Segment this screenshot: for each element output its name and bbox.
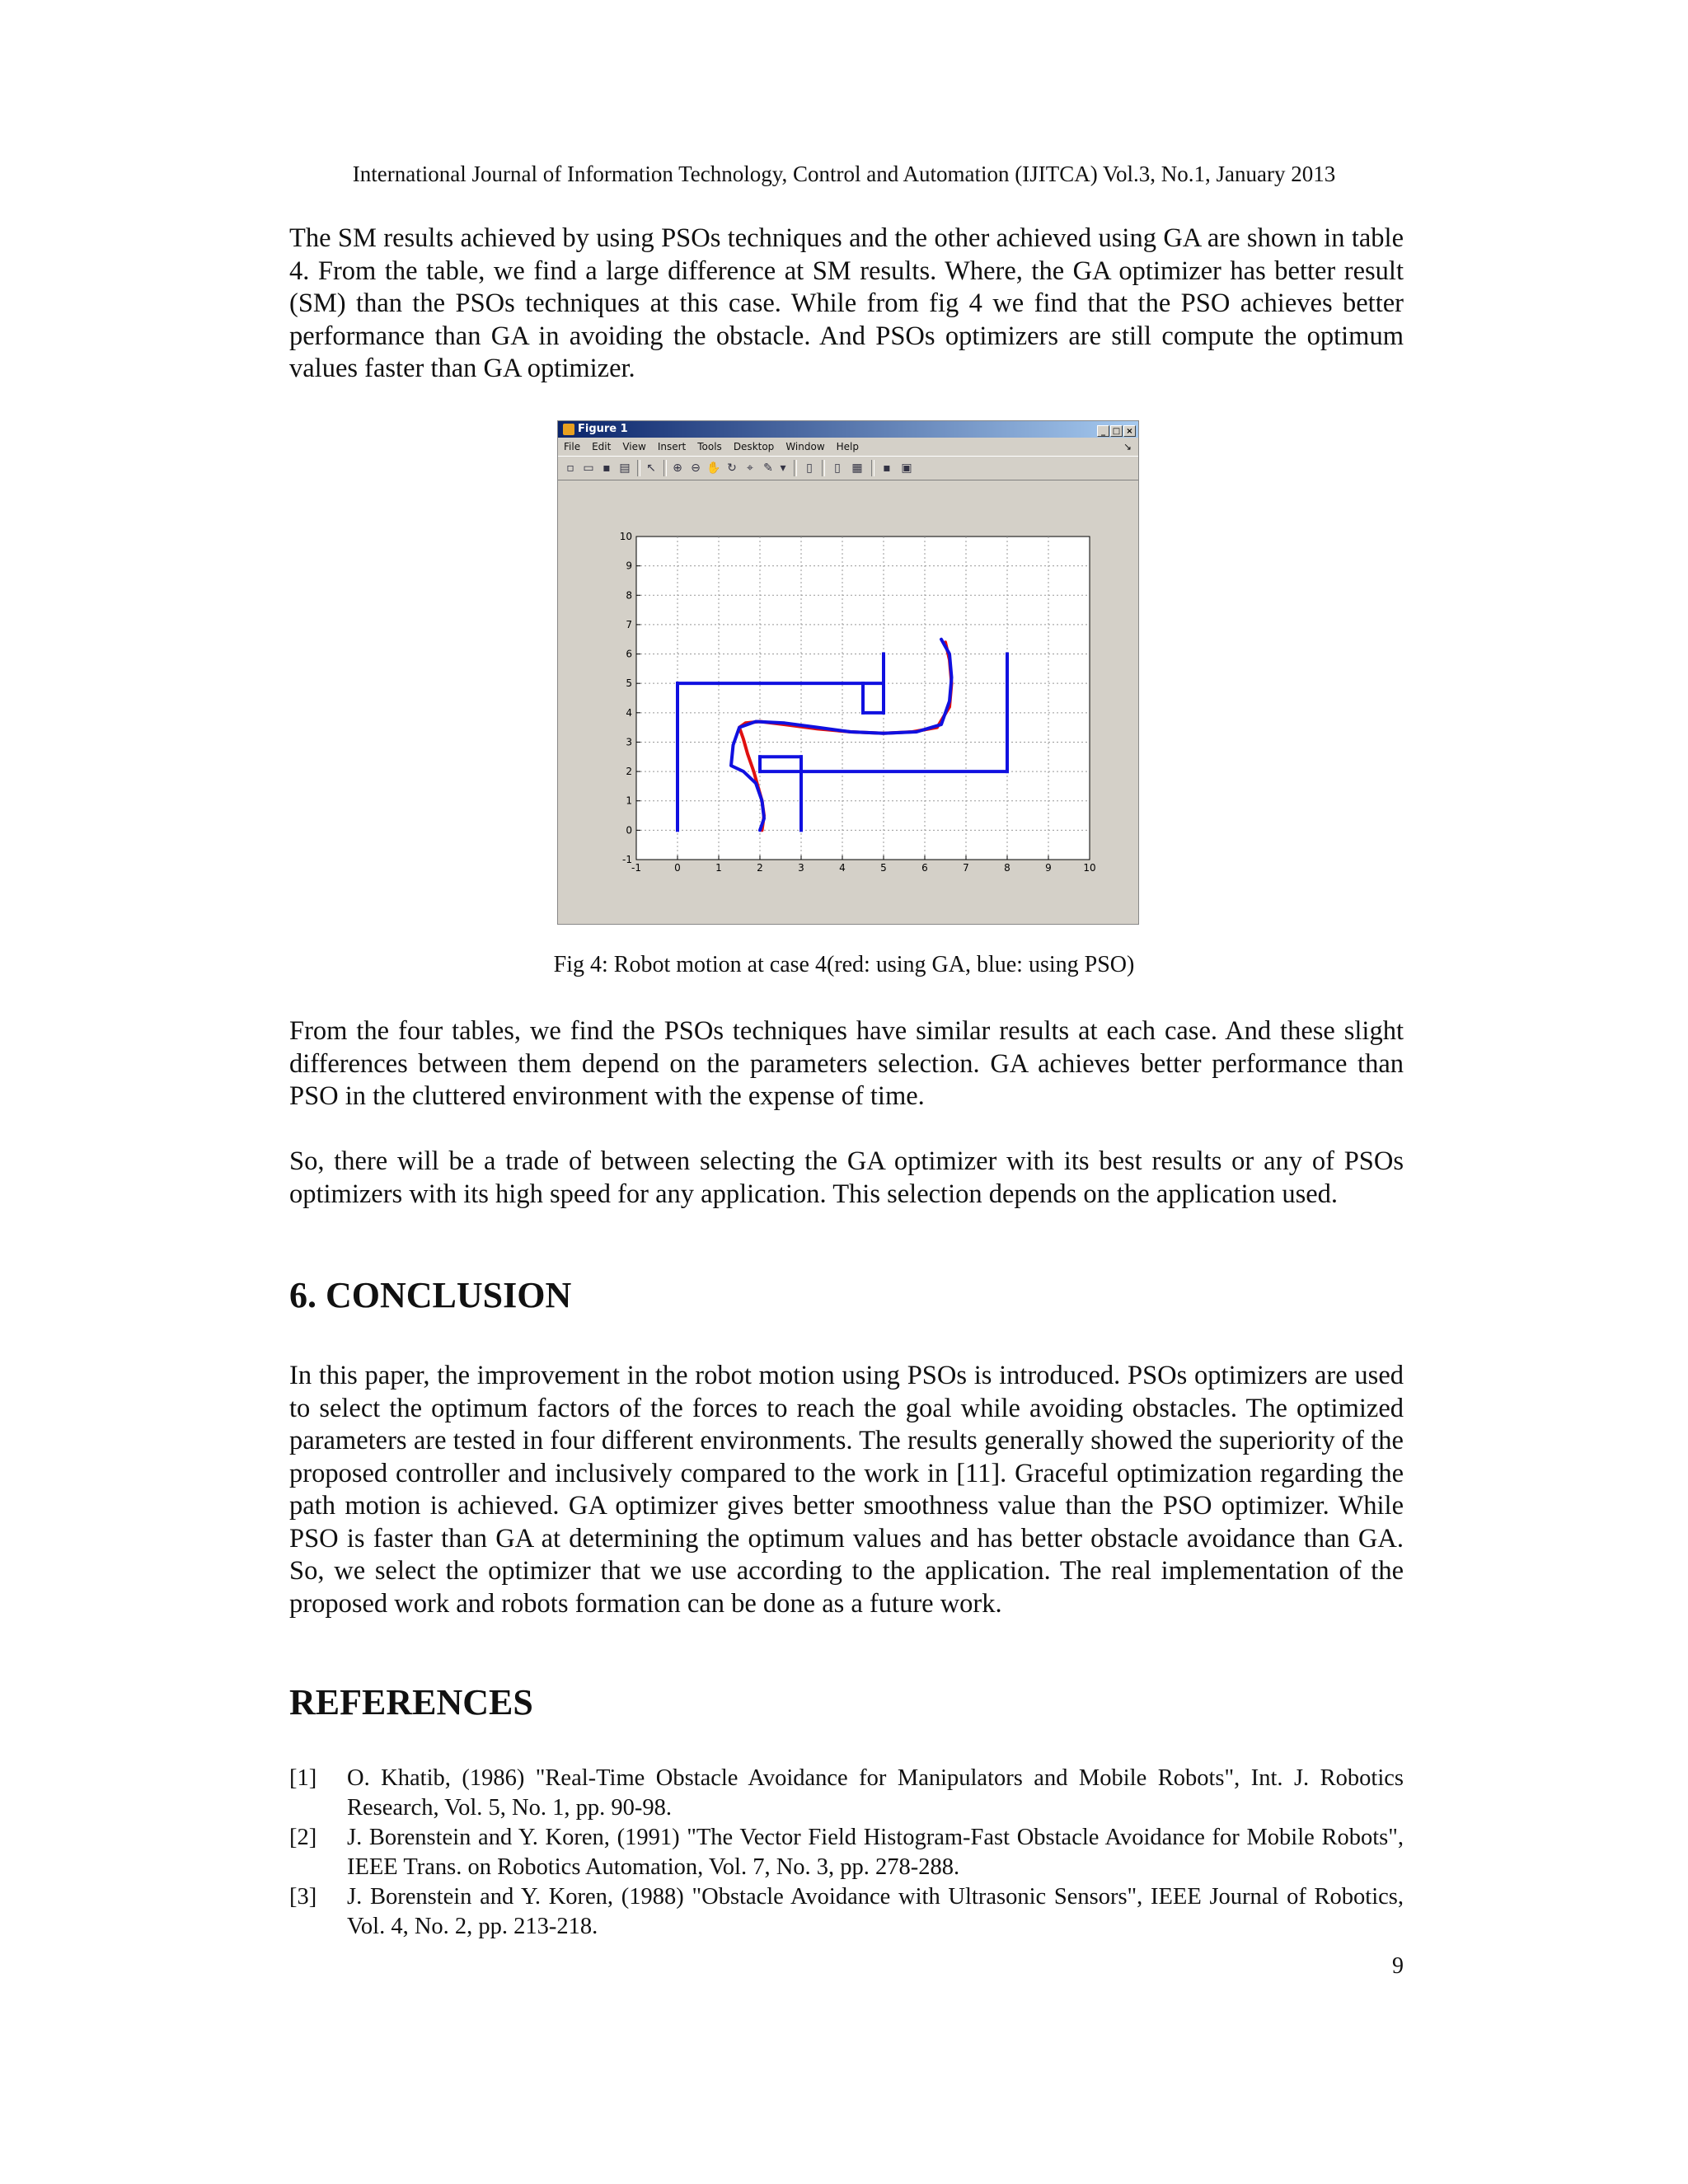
x-tick-label: 8 (1004, 862, 1010, 874)
reference-number: [2] (289, 1825, 317, 1850)
pan-icon[interactable]: ✋ (706, 462, 721, 475)
show-plot-tools-icon[interactable]: ▣ (901, 462, 912, 475)
dock-arrow-icon[interactable]: ↘ (1123, 441, 1132, 452)
minimize-button[interactable]: _ (1097, 425, 1109, 437)
toolbar-separator (637, 460, 640, 476)
menu-help[interactable]: Help (836, 441, 859, 452)
print-icon[interactable]: ▤ (619, 462, 631, 475)
y-tick-label: 9 (626, 560, 632, 572)
hide-plot-tools-icon[interactable]: ▪ (883, 462, 891, 475)
toolbar-separator (871, 460, 874, 476)
link-icon[interactable]: ▯ (806, 462, 813, 475)
new-file-icon[interactable]: ▫ (566, 462, 574, 475)
x-tick-label: 7 (963, 862, 969, 874)
figure-toolbar (558, 456, 1138, 480)
figure-caption: Fig 4: Robot motion at case 4(red: using GA, blue: using PSO) (553, 952, 1135, 977)
close-button[interactable]: × (1123, 425, 1136, 437)
maximize-button[interactable]: □ (1110, 425, 1123, 437)
x-tick-label: 9 (1045, 862, 1052, 874)
x-tick-label: 6 (921, 862, 928, 874)
figure-menu-bar (558, 438, 1138, 455)
colorbar-icon[interactable]: ▯ (834, 462, 841, 475)
menu-edit[interactable]: Edit (592, 441, 612, 452)
y-tick-label: 1 (626, 794, 632, 807)
y-tick-label: 8 (626, 589, 632, 602)
matlab-logo-icon (563, 424, 574, 435)
page-number: 9 (1392, 1953, 1404, 1979)
y-tick-label: 10 (619, 531, 632, 542)
x-tick-label: 5 (880, 862, 887, 874)
y-tick-label: 7 (626, 618, 632, 630)
y-tick-label: -1 (622, 854, 632, 865)
reference-item (289, 1823, 1404, 1882)
reference-item (289, 1882, 1404, 1942)
paragraph-conclusion: In this paper, the improvement in the robot motion using PSOs is introduced. PSOs optimizers are used to select the optimum factors of the forces to reach the goal while avoiding obstacles. The optimized parameters are tested in four different environments. The results generally showed the superiority of the proposed controller and inclusively compared to the work in [11]. Graceful optimization regarding the path motion is achieved. GA optimizer gives better smoothness value than the PSO optimizer. While PSO is faster than GA at determining the optimum values and has better obstacle avoidance than GA. So, we select the optimizer that we use according to the application. The real implementation of the proposed work and robots formation can be done as a future work. (289, 1361, 1404, 1619)
y-tick-label: 5 (626, 677, 632, 690)
figure-title: Figure 1 (578, 423, 628, 435)
menu-window[interactable]: Window (785, 441, 825, 452)
reference-text: O. Khatib, (1986) "Real-Time Obstacle Avoidance for Manipulators and Mobile Robots", Int. J. Robotics Research, Vol. 5, No. 1, pp. 90-98. (347, 1765, 1404, 1821)
robot-motion-plot (558, 480, 1138, 924)
paragraph-four-tables: From the four tables, we find the PSOs techniques have similar results at each case. And these slight differences between them depend on the parameters selection. GA achieves better performance than PSO in the cluttered environment with the expense of time. (289, 1016, 1404, 1111)
x-tick-label: 2 (757, 862, 763, 874)
toolbar-separator (794, 460, 797, 476)
x-tick-label: 1 (715, 862, 722, 874)
x-tick-label: -1 (631, 862, 641, 874)
x-tick-label: 0 (674, 862, 681, 874)
y-tick-label: 6 (626, 648, 632, 660)
data-cursor-icon[interactable]: ⌖ (747, 462, 753, 475)
reference-text: J. Borenstein and Y. Koren, (1991) "The Vector Field Histogram-Fast Obstacle Avoidance for Mobile Robots", IEEE Trans. on Robotics Automation, Vol. 7, No. 3, pp. 278-288. (347, 1825, 1404, 1880)
x-tick-label: 10 (1083, 862, 1096, 874)
window-controls (1096, 423, 1136, 439)
brush-dropdown-icon[interactable]: ▾ (780, 462, 786, 475)
section-heading-references: REFERENCES (289, 1682, 533, 1722)
menu-desktop[interactable]: Desktop (733, 441, 775, 452)
x-tick-label: 3 (798, 862, 804, 874)
reference-number: [3] (289, 1884, 317, 1910)
x-tick-label: 4 (839, 862, 846, 874)
menu-insert[interactable]: Insert (657, 441, 687, 452)
running-header: International Journal of Information Technology, Control and Automation (IJITCA) Vol.3, No.1, January 2013 (352, 162, 1336, 186)
pointer-icon[interactable]: ↖ (646, 462, 656, 475)
zoom-in-icon[interactable]: ⊕ (673, 462, 682, 475)
reference-list (289, 1764, 1404, 1942)
zoom-out-icon[interactable]: ⊖ (691, 462, 701, 475)
y-tick-label: 0 (626, 824, 632, 837)
toolbar-separator (822, 460, 825, 476)
reference-item (289, 1764, 1404, 1823)
menu-view[interactable]: View (622, 441, 646, 452)
legend-icon[interactable]: ▦ (851, 462, 863, 475)
reference-number: [1] (289, 1765, 317, 1791)
reference-text: J. Borenstein and Y. Koren, (1988) "Obstacle Avoidance with Ultrasonic Sensors", IEEE Journal of Robotics, Vol. 4, No. 2, pp. 213-218. (347, 1884, 1404, 1939)
brush-icon[interactable]: ✎ (763, 462, 773, 475)
paragraph-sm-results: The SM results achieved by using PSOs techniques and the other achieved using GA are shown in table 4. From the table, we find a large difference at SM results. Where, the GA optimizer has better result (SM) than the PSOs techniques at this case. While from fig 4 we find that the PSO achieves better performance than GA in avoiding the obstacle. And PSOs optimizers are still compute the optimum values faster than GA optimizer. (289, 223, 1404, 383)
y-tick-label: 4 (626, 706, 632, 719)
save-icon[interactable]: ▪ (603, 462, 611, 475)
y-tick-label: 2 (626, 766, 632, 778)
y-tick-label: 3 (626, 736, 632, 748)
matlab-figure-window (557, 420, 1139, 925)
figure-title-bar (558, 421, 1138, 438)
open-file-icon[interactable]: ▭ (583, 462, 594, 475)
rotate-icon[interactable]: ↻ (727, 462, 737, 475)
paragraph-trade-off: So, there will be a trade of between selecting the GA optimizer with its best results or any of PSOs optimizers with its high speed for any application. This selection depends on the application used. (289, 1146, 1404, 1209)
toolbar-separator (663, 460, 667, 476)
section-heading-conclusion: 6. CONCLUSION (289, 1275, 572, 1315)
menu-file[interactable]: File (564, 441, 581, 452)
menu-tools[interactable]: Tools (697, 441, 722, 452)
